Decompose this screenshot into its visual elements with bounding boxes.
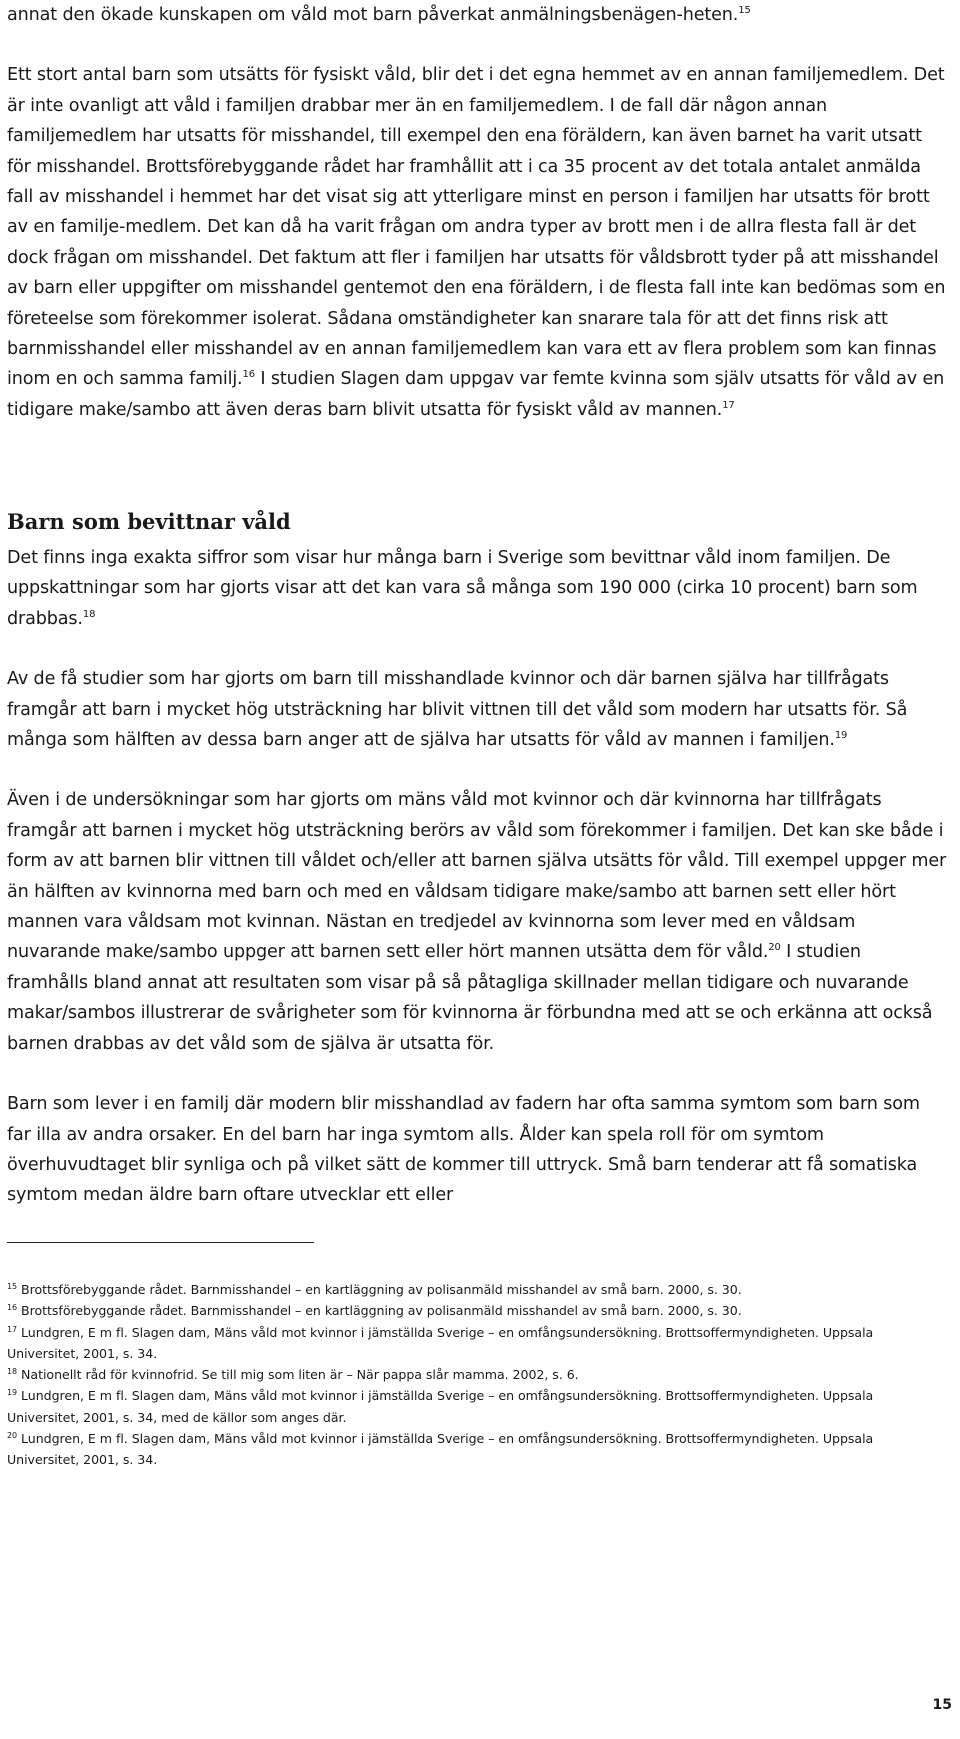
footnote: $^{19}$ Lundgren, E m fl. Slagen dam, Mäns våld mot kvinnor i jämställda Sverige – en omfångsundersökning. Brottsoffermyndigheten. Uppsala Universitet, 2001, s. 34, med de källor som anges där.: [7, 1388, 874, 1425]
footnote-ref[interactable]: 17: [722, 400, 735, 412]
footnotes: [7, 1279, 947, 1471]
footnote-ref[interactable]: 15: [738, 5, 751, 17]
section-heading: Barn som bevittnar våld: [7, 509, 291, 534]
footnote: $^{16}$ Brottsförebyggande rådet. Barnmisshandel – en kartläggning av polisanmäld misshandel av små barn. 2000, s. 30.: [7, 1303, 742, 1319]
paragraph-symptoms: Barn som lever i en familj där modern blir misshandlad av fadern har ofta samma symtom som barn som far illa av andra orsaker. En del barn har inga symtom alls. Ålder kan spela roll för om symtom överhuvudtaget blir synliga och på vilket sätt de kommer till uttryck. Små barn tenderar att få somatiska symtom medan äldre barn oftare utvecklar ett eller: [7, 1094, 920, 1206]
footnote-divider: [7, 1242, 314, 1243]
footnote-ref[interactable]: 20: [768, 942, 781, 954]
page-number: 15: [932, 1697, 952, 1713]
footnote: $^{18}$ Nationellt råd för kvinnofrid. Se till mig som liten är – När pappa slår mamma. 2002, s. 6.: [7, 1367, 579, 1383]
paragraph-continued: annat den ökade kunskapen om våld mot barn påverkat anmälningsbenägen-heten.$^{15}$: [7, 5, 751, 25]
footnote: $^{17}$ Lundgren, E m fl. Slagen dam, Mäns våld mot kvinnor i jämställda Sverige – en omfångsundersökning. Brottsoffermyndigheten. Uppsala Universitet, 2001, s. 34.: [7, 1324, 874, 1361]
paragraph-family-violence: Ett stort antal barn som utsätts för fysiskt våld, blir det i det egna hemmet av en annan familjemedlem. Det är inte ovanligt att våld i familjen drabbar mer än en familjemedlem. I de fall där någon annan familjemedlem har utsatts för misshandel, till exempel den ena föräldern, kan även barnet ha varit utsatt för misshandel. Brottsförebyggande rådet har framhållit att i ca 35 procent av det totala antalet anmälda fall av misshandel i hemmet har det visat sig att ytterligare minst en person i familjen har utsatts för brott av en familje-medlem. Det kan då ha varit frågan om andra typer av brott men i de allra flesta fall är det dock frågan om misshandel. Det faktum att fler i familjen har utsatts för våldsbrott tyder på att misshandel av barn eller uppgifter om misshandel gentemot den ena föräldern, i de flesta fall inte kan bedömas som en företeelse som förekommer isolerat. Sådana omständigheter kan snarare tala för att det finns risk att barnmisshandel eller misshandel av en annan familjemedlem kan vara ett av flera problem som kan finnas inom en och samma familj.$^{16}$ I studien Slagen dam uppgav var femte kvinna som själv utsatts för våld av en tidigare make/sambo att även deras barn blivit utsatta för fysiskt våld av mannen.$^{17}$: [7, 65, 946, 420]
footnote: $^{15}$ Brottsförebyggande rådet. Barnmisshandel – en kartläggning av polisanmäld misshandel av små barn. 2000, s. 30.: [7, 1281, 742, 1297]
paragraph-statistics: Det finns inga exakta siffror som visar hur många barn i Sverige som bevittnar våld inom familjen. De uppskattningar som har gjorts visar att det kan vara så många som 190 000 (cirka 10 procent) barn som drabbas.$^{18}$: [7, 548, 918, 629]
paragraph-surveys: Även i de undersökningar som har gjorts om mäns våld mot kvinnor och där kvinnorna har tillfrågats framgår att barnen i mycket hög utsträckning berörs av våld som förekommer i familjen. Det kan ske både i form av att barnen blir vittnen till våldet och/eller att barnen själva utsätts för våld. Till exempel uppger mer än hälften av kvinnorna med barn och med en våldsam tidigare make/sambo att barnen sett eller hört mannen vara våldsam mot kvinnan. Nästan en tredjedel av kvinnorna som lever med en våldsam nuvarande make/sambo uppger att barnen sett eller hört mannen utsätta dem för våld.$^{20}$ I studien framhålls bland annat att resultaten som visar på så påtagliga skillnader mellan tidigare och nuvarande makar/sambos illustrerar de svårigheter som för kvinnorna är förbundna med att se och erkänna att också barnen drabbas av det våld som de själva är utsatta för.: [7, 790, 947, 1054]
footnote-ref[interactable]: 19: [834, 730, 848, 742]
paragraph-studies: Av de få studier som har gjorts om barn till misshandlade kvinnor och där barnen själva har tillfrågats framgår att barn i mycket hög utsträckning har blivit vittnen till det våld som modern har utsatts för. Så många som hälften av dessa barn anger att de själva har utsatts för våld av mannen i familjen.$^{19}$: [7, 669, 908, 751]
section-intro: [7, 0, 947, 425]
footnote-ref[interactable]: 18: [82, 608, 96, 620]
section-witness: [7, 543, 947, 1211]
footnote: $^{20}$ Lundgren, E m fl. Slagen dam, Mäns våld mot kvinnor i jämställda Sverige – en omfångsundersökning. Brottsoffermyndigheten. Uppsala Universitet, 2001, s. 34.: [7, 1430, 874, 1468]
footnote-ref[interactable]: 16: [242, 369, 255, 381]
